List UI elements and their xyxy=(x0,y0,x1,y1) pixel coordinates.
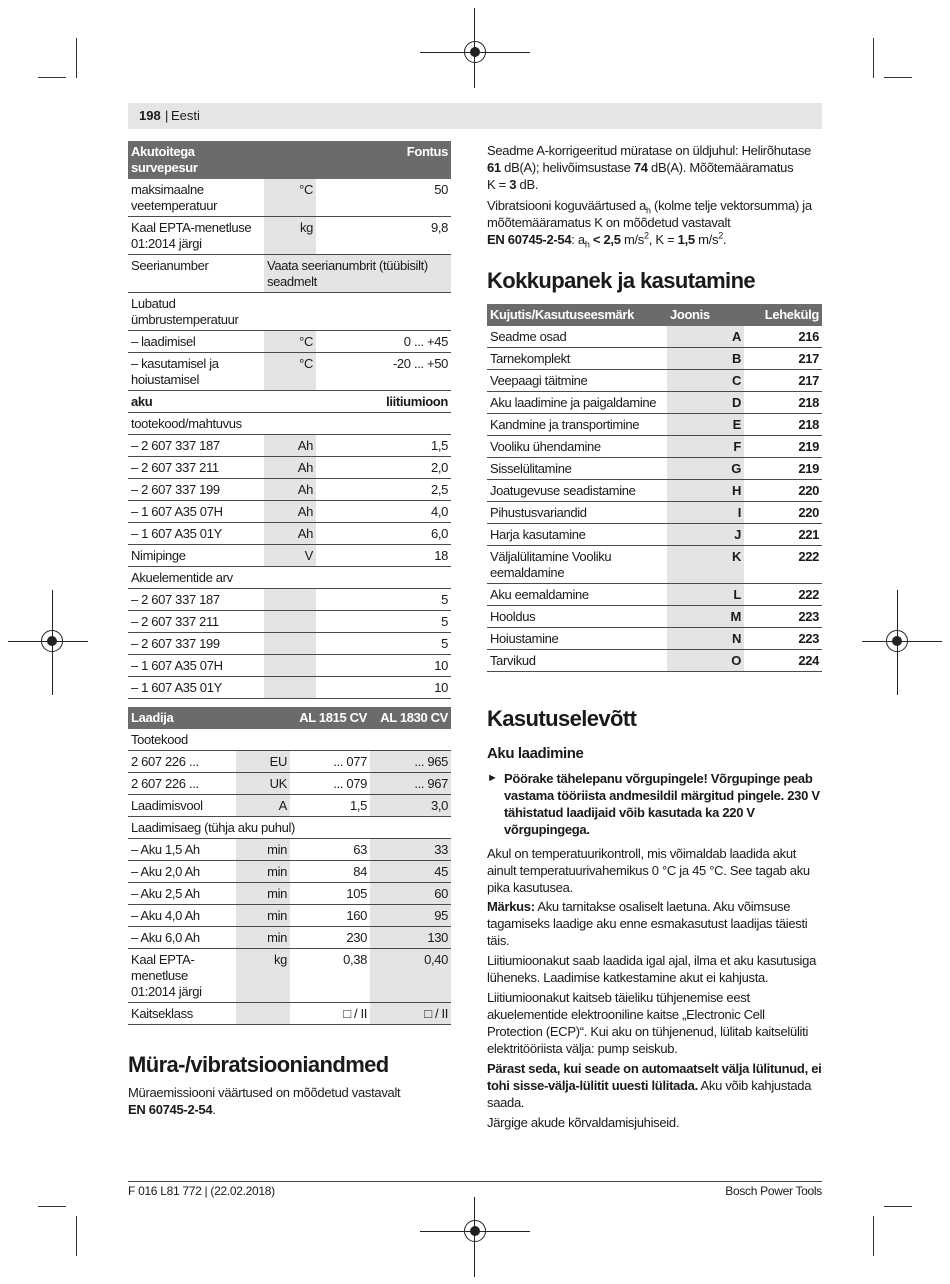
table-row xyxy=(128,839,451,861)
warning-text: Pöörake tähelepanu võrgupingele! Võrgupinge peab vastama tööriista andmesildil märgitud pingele. 230 V tähistatud laadijaid võib kasutada ka 220 V võrgupingega. xyxy=(504,771,820,837)
table-cell: Harja kasutamine xyxy=(487,524,667,546)
table-cell: Seadme osad xyxy=(487,326,667,348)
table-cell: L xyxy=(667,584,744,606)
registration-mark-icon xyxy=(464,41,486,63)
table-row xyxy=(487,436,822,458)
table-row xyxy=(128,567,451,589)
page-footer xyxy=(128,1181,822,1198)
table-row xyxy=(128,729,451,751)
table-cell: ... 965 xyxy=(370,751,451,773)
table-row xyxy=(128,751,451,773)
paragraph: Järgige akude kõrvaldamisjuhiseid. xyxy=(487,1115,680,1130)
table-cell xyxy=(264,633,316,655)
table-cell: A xyxy=(236,795,290,817)
registration-mark-icon xyxy=(464,1220,486,1242)
table-cell: – 1 607 A35 07H xyxy=(128,655,264,677)
vibration-values xyxy=(487,197,822,248)
registration-mark-icon xyxy=(886,630,908,652)
warning-bold: Pärast seda, kui seade on automaatselt välja lülitunud, ei tohi sisse-välja-lülitit uuesti lülitada. xyxy=(487,1061,822,1093)
warning-rest: Aku võib kahjustada saada. xyxy=(487,1078,812,1110)
table-row xyxy=(128,353,451,391)
table-cell xyxy=(264,611,316,633)
crop-mark xyxy=(38,1206,66,1207)
table-header-cell: AL 1815 CV xyxy=(290,707,370,729)
table-cell: – 1 607 A35 01Y xyxy=(128,677,264,699)
table-cell: 2 607 226 ... xyxy=(128,773,236,795)
uncertainty-value: 3 xyxy=(509,177,517,192)
table-row xyxy=(128,883,451,905)
table-header-cell: Akutoitega survepesur xyxy=(128,141,264,179)
table-cell: F xyxy=(667,436,744,458)
footer-doc-id: F 016 L81 772 | (22.02.2018) xyxy=(128,1184,275,1198)
table-row xyxy=(128,501,451,523)
table-cell xyxy=(316,293,451,331)
table-cell: Vaata seerianumbrit (tüübisilt) seadmelt xyxy=(264,255,451,293)
table-cell: – Aku 2,5 Ah xyxy=(128,883,236,905)
table-row xyxy=(487,414,822,436)
header-separator: | xyxy=(165,108,169,123)
table-row xyxy=(128,545,451,567)
table-cell: 5 xyxy=(316,611,451,633)
table-cell: Vooliku ühendamine xyxy=(487,436,667,458)
vibration-text: . xyxy=(722,232,727,247)
table-cell: Kandmine ja transportimine xyxy=(487,414,667,436)
table-cell: min xyxy=(236,883,290,905)
table-cell xyxy=(264,391,316,413)
table-row xyxy=(487,480,822,502)
table-row xyxy=(487,370,822,392)
table-cell: 223 xyxy=(744,606,822,628)
table-cell: 222 xyxy=(744,546,822,584)
table-cell: 220 xyxy=(744,480,822,502)
table-cell xyxy=(264,589,316,611)
table-row xyxy=(128,817,451,839)
table-cell: H xyxy=(667,480,744,502)
table-cell: 3,0 xyxy=(370,795,451,817)
crop-mark xyxy=(884,77,912,78)
table-cell: kg xyxy=(264,217,316,255)
table-cell: Ah xyxy=(264,457,316,479)
table-cell: °C xyxy=(264,353,316,391)
crop-mark xyxy=(884,1206,912,1207)
page-number: 198 xyxy=(139,108,161,123)
assembly-heading: Kokkupanek ja kasutamine xyxy=(487,268,756,293)
table-cell: Tarvikud xyxy=(487,650,667,672)
table-cell: Kaal EPTA-menetluse 01:2014 järgi xyxy=(128,949,236,1003)
table-cell: 105 xyxy=(290,883,370,905)
vibration-text: : a xyxy=(571,232,585,247)
table-cell: min xyxy=(236,927,290,949)
table-header-row xyxy=(128,141,451,179)
table-cell: A xyxy=(667,326,744,348)
table-cell: min xyxy=(236,861,290,883)
table-cell: ... 077 xyxy=(290,751,370,773)
table-cell: – 2 607 337 199 xyxy=(128,479,264,501)
table-cell: – laadimisel xyxy=(128,331,264,353)
table-cell xyxy=(264,655,316,677)
superscript: 2 xyxy=(644,230,649,241)
noise-text: dB(A); helivõimsustase xyxy=(500,160,634,175)
table-cell: 223 xyxy=(744,628,822,650)
table-cell: kg xyxy=(236,949,290,1003)
table-cell xyxy=(264,677,316,699)
table-header-row xyxy=(487,304,822,326)
vibration-text: (kolme telje vektorsumma) ja xyxy=(650,198,812,213)
table-cell: 33 xyxy=(370,839,451,861)
table-cell: Akuelementide arv xyxy=(128,567,264,589)
table-cell: Ah xyxy=(264,501,316,523)
table-header-row xyxy=(128,707,451,729)
table-cell: 5 xyxy=(316,589,451,611)
table-row xyxy=(128,949,451,1003)
table-cell xyxy=(316,413,451,435)
table-cell: 0,38 xyxy=(290,949,370,1003)
vibration-text: mõõtemääramatus K on mõõdetud vastavalt xyxy=(487,215,731,230)
table-cell: Nimipinge xyxy=(128,545,264,567)
table-cell: □ / II xyxy=(370,1003,451,1025)
charging-subheading: Aku laadimine xyxy=(487,745,584,762)
table-header-cell: Kujutis/Kasutuseesmärk xyxy=(487,304,667,326)
table-header-cell: Laadija xyxy=(128,707,236,729)
table-cell: Seerianumber xyxy=(128,255,264,293)
table-cell: Sisselülitamine xyxy=(487,458,667,480)
table-cell: 84 xyxy=(290,861,370,883)
table-cell: G xyxy=(667,458,744,480)
table-cell: tootekood/mahtuvus xyxy=(128,413,264,435)
table-cell: 6,0 xyxy=(316,523,451,545)
noise-heading: Müra-/vibratsiooniandmed xyxy=(128,1052,389,1077)
table-cell: – Aku 2,0 Ah xyxy=(128,861,236,883)
table-cell: 218 xyxy=(744,392,822,414)
table-row xyxy=(128,633,451,655)
vibration-standard: EN 60745-2-54 xyxy=(487,232,572,247)
vibration-k-value: 1,5 xyxy=(677,232,695,247)
table-cell xyxy=(316,567,451,589)
table-cell: 10 xyxy=(316,677,451,699)
table-row xyxy=(128,905,451,927)
table-cell: Hoiustamine xyxy=(487,628,667,650)
noise-intro-text: Müraemissiooni väärtused on mõõdetud vastavalt xyxy=(128,1085,401,1100)
table-header-cell: Joonis xyxy=(667,304,744,326)
table-cell: Tootekood xyxy=(128,729,451,751)
table-cell: Ah xyxy=(264,479,316,501)
table-cell: Ah xyxy=(264,523,316,545)
table-row xyxy=(128,927,451,949)
table-cell: 219 xyxy=(744,458,822,480)
table-cell: Väljalülitamine Vooliku eemaldamine xyxy=(487,546,667,584)
table-cell: 60 xyxy=(370,883,451,905)
table-row xyxy=(128,655,451,677)
table-cell: E xyxy=(667,414,744,436)
table-cell: Laadimisaeg (tühja aku puhul) xyxy=(128,817,451,839)
vibration-unit: m/s xyxy=(620,232,645,247)
paragraph: Akul on temperatuurikontroll, mis võimaldab laadida akut ainult temperatuurivahemikus 0 °C ja 45 °C. See tagab aku pika kasutusea. xyxy=(487,846,810,895)
table-cell xyxy=(264,567,316,589)
table-row xyxy=(487,650,822,672)
table-cell: 217 xyxy=(744,348,822,370)
table-cell: N xyxy=(667,628,744,650)
table-cell: – 1 607 A35 07H xyxy=(128,501,264,523)
page-header xyxy=(128,103,822,129)
table-row xyxy=(128,217,451,255)
table-cell: 10 xyxy=(316,655,451,677)
header-language: Eesti xyxy=(171,108,200,123)
table-cell: D xyxy=(667,392,744,414)
table-cell: – 2 607 337 187 xyxy=(128,589,264,611)
paragraph xyxy=(487,1060,822,1111)
table-cell: ... 079 xyxy=(290,773,370,795)
table-header-cell xyxy=(264,141,316,179)
table-cell: 95 xyxy=(370,905,451,927)
footer-brand: Bosch Power Tools xyxy=(725,1184,822,1198)
table-row xyxy=(128,435,451,457)
table-cell: 5 xyxy=(316,633,451,655)
table-cell: Lubatud ümbrustemperatuur xyxy=(128,293,264,331)
table-cell: Pihustusvariandid xyxy=(487,502,667,524)
table-row xyxy=(128,413,451,435)
table-cell: 2 607 226 ... xyxy=(128,751,236,773)
table-row xyxy=(128,391,451,413)
table-cell: Laadimisvool xyxy=(128,795,236,817)
noise-intro xyxy=(128,1084,448,1118)
table-cell: – Aku 6,0 Ah xyxy=(128,927,236,949)
table-cell: °C xyxy=(264,179,316,217)
table-cell: liitiumioon xyxy=(316,391,451,413)
warning-marker: ► xyxy=(487,772,498,784)
table-cell: aku xyxy=(128,391,264,413)
note-text: Aku tarnitakse osaliselt laetuna. Aku võimsuse tagamiseks laadige aku enne esmakasutust laadijas täiesti täis. xyxy=(487,899,808,948)
table-header-cell: Lehekülg xyxy=(744,304,822,326)
subscript: h xyxy=(646,205,651,216)
paragraph xyxy=(487,898,822,949)
paragraph: Liitiumioonakut kaitseb täieliku tühjenemise eest akuelementide elektrooniline kaitse „Electronic Cell Protection (ECP)“. Kui aku on tühjenenud, lülitab kaitselüliti elektritööriista välja: pump seiskub. xyxy=(487,990,809,1056)
technical-data-table xyxy=(128,141,451,699)
table-cell: 63 xyxy=(290,839,370,861)
table-cell: 2,0 xyxy=(316,457,451,479)
table-row xyxy=(128,457,451,479)
power-level: 74 xyxy=(633,160,648,175)
table-cell: V xyxy=(264,545,316,567)
table-row xyxy=(128,523,451,545)
table-cell: – Aku 4,0 Ah xyxy=(128,905,236,927)
table-row xyxy=(128,479,451,501)
table-cell: Ah xyxy=(264,435,316,457)
noise-text: Seadme A-korrigeeritud müratase on üldjuhul: Helirõhutase xyxy=(487,143,811,158)
table-cell: -20 ... +50 xyxy=(316,353,451,391)
table-row xyxy=(128,773,451,795)
assembly-table xyxy=(487,304,822,672)
table-row xyxy=(128,1003,451,1025)
table-cell: – 1 607 A35 01Y xyxy=(128,523,264,545)
table-header-cell xyxy=(236,707,290,729)
table-cell: 18 xyxy=(316,545,451,567)
table-cell: 216 xyxy=(744,326,822,348)
table-cell: – 2 607 337 211 xyxy=(128,611,264,633)
noise-standard: EN 60745-2-54 xyxy=(128,1102,213,1117)
table-row xyxy=(487,584,822,606)
table-cell: – kasutamisel ja hoiustamisel xyxy=(128,353,264,391)
table-cell: C xyxy=(667,370,744,392)
crop-mark xyxy=(76,38,77,78)
table-cell: °C xyxy=(264,331,316,353)
table-cell xyxy=(236,1003,290,1025)
table-header-cell: AL 1830 CV xyxy=(370,707,451,729)
superscript: 2 xyxy=(718,230,723,241)
table-cell: □ / II xyxy=(290,1003,370,1025)
table-cell: 160 xyxy=(290,905,370,927)
table-cell: 2,5 xyxy=(316,479,451,501)
table-cell: 220 xyxy=(744,502,822,524)
table-row xyxy=(487,606,822,628)
table-row xyxy=(487,524,822,546)
table-cell: M xyxy=(667,606,744,628)
table-cell: min xyxy=(236,905,290,927)
table-cell: 0 ... +45 xyxy=(316,331,451,353)
vibration-value: < 2,5 xyxy=(589,232,621,247)
noise-text: dB(A). Mõõtemääramatus xyxy=(647,160,794,175)
noise-standard-end: . xyxy=(212,1102,216,1117)
pressure-level: 61 xyxy=(487,160,501,175)
commissioning-heading: Kasutuselevõtt xyxy=(487,706,637,731)
crop-mark xyxy=(76,1216,77,1256)
table-cell: 9,8 xyxy=(316,217,451,255)
table-row xyxy=(487,458,822,480)
table-row xyxy=(128,795,451,817)
table-cell: Tarnekomplekt xyxy=(487,348,667,370)
noise-text: dB. xyxy=(516,177,539,192)
table-cell: – 2 607 337 211 xyxy=(128,457,264,479)
table-cell: EU xyxy=(236,751,290,773)
crop-mark xyxy=(873,38,874,78)
table-row xyxy=(128,861,451,883)
table-cell: 50 xyxy=(316,179,451,217)
table-cell: 45 xyxy=(370,861,451,883)
table-cell: Joatugevuse seadistamine xyxy=(487,480,667,502)
crop-mark xyxy=(873,1216,874,1256)
table-row xyxy=(128,179,451,217)
paragraph: Liitiumioonakut saab laadida igal ajal, ilma et aku kasutusiga lüheneks. Laadimise katkestamine akut ei kahjusta. xyxy=(487,953,816,985)
vibration-text: Vibratsiooni koguväärtused a xyxy=(487,198,647,213)
table-row xyxy=(487,546,822,584)
table-cell: 222 xyxy=(744,584,822,606)
table-cell: 224 xyxy=(744,650,822,672)
table-cell: 130 xyxy=(370,927,451,949)
table-cell: O xyxy=(667,650,744,672)
table-cell: Aku laadimine ja paigaldamine xyxy=(487,392,667,414)
table-row xyxy=(487,348,822,370)
table-row xyxy=(128,293,451,331)
table-cell: Kaal EPTA-menetluse 01:2014 järgi xyxy=(128,217,264,255)
table-cell: – Aku 1,5 Ah xyxy=(128,839,236,861)
table-cell: B xyxy=(667,348,744,370)
table-cell: Kaitseklass xyxy=(128,1003,236,1025)
table-row xyxy=(128,589,451,611)
table-row xyxy=(487,392,822,414)
table-row xyxy=(487,628,822,650)
note-label: Märkus: xyxy=(487,899,535,914)
table-cell: Hooldus xyxy=(487,606,667,628)
table-cell: 217 xyxy=(744,370,822,392)
table-cell: 218 xyxy=(744,414,822,436)
noise-values xyxy=(487,142,822,193)
table-cell: – 2 607 337 187 xyxy=(128,435,264,457)
registration-mark-icon xyxy=(41,630,63,652)
table-row xyxy=(487,502,822,524)
vibration-unit: m/s xyxy=(694,232,719,247)
table-header-cell: Fontus xyxy=(316,141,451,179)
table-cell: 1,5 xyxy=(290,795,370,817)
table-cell: ... 967 xyxy=(370,773,451,795)
table-cell: Veepaagi täitmine xyxy=(487,370,667,392)
table-cell: min xyxy=(236,839,290,861)
table-row xyxy=(487,326,822,348)
table-row xyxy=(128,611,451,633)
table-cell: 1,5 xyxy=(316,435,451,457)
table-cell: K xyxy=(667,546,744,584)
table-cell: – 2 607 337 199 xyxy=(128,633,264,655)
crop-mark xyxy=(38,77,66,78)
vibration-text: , K = xyxy=(648,232,678,247)
table-cell: 0,40 xyxy=(370,949,451,1003)
table-row xyxy=(128,255,451,293)
table-cell: I xyxy=(667,502,744,524)
subscript: h xyxy=(584,239,590,250)
charger-table xyxy=(128,707,451,1025)
table-cell: Aku eemaldamine xyxy=(487,584,667,606)
table-cell: 219 xyxy=(744,436,822,458)
table-cell: 221 xyxy=(744,524,822,546)
table-cell: UK xyxy=(236,773,290,795)
table-cell: maksimaalne veetemperatuur xyxy=(128,179,264,217)
table-cell: 4,0 xyxy=(316,501,451,523)
table-cell: 230 xyxy=(290,927,370,949)
table-cell xyxy=(264,413,316,435)
table-cell xyxy=(264,293,316,331)
table-row xyxy=(128,677,451,699)
noise-text: K = xyxy=(487,177,510,192)
table-cell: J xyxy=(667,524,744,546)
table-row xyxy=(128,331,451,353)
